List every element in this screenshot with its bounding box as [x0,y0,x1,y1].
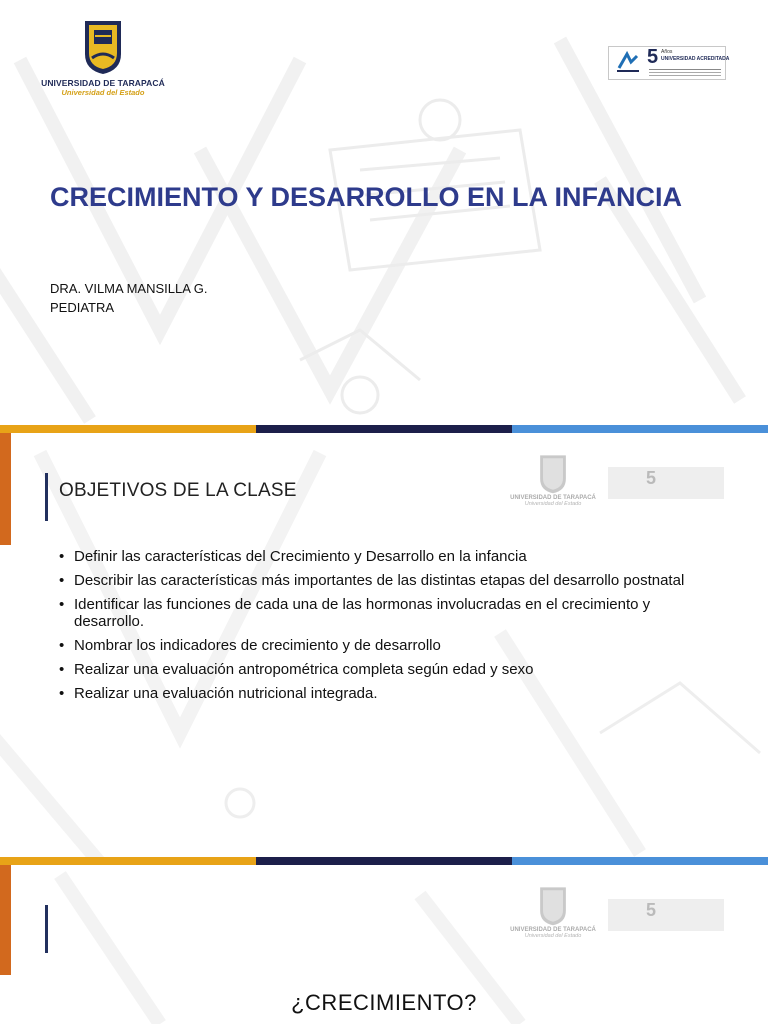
objective-text: Realizar una evaluación nutricional integrada. [74,685,378,702]
university-crest-icon [538,885,568,927]
color-stripe [0,857,768,865]
accent-bar [0,865,11,975]
university-subtitle-faded: Universidad del Estado [524,933,582,939]
university-subtitle-faded: Universidad del Estado [524,501,582,507]
accreditation-years-faded: 5 [646,468,657,488]
bullet: • [59,637,65,654]
university-name-faded: UNIVERSIDAD DE TARAPACÁ [510,927,596,933]
accreditation-badge-faded [608,467,724,499]
list-item [58,685,698,702]
objective-text: Nombrar los indicadores de crecimiento y de desarrollo [74,637,441,654]
accreditation-badge-faded [608,899,724,931]
author-name: DRA. VILMA MANSILLA G. [50,281,208,296]
author-role: PEDIATRA [50,300,115,315]
accreditation-years-label: Años [661,49,673,55]
bullet: • [59,596,65,613]
university-crest-icon [538,453,568,495]
list-item [58,548,698,565]
objective-text: Definir las características del Crecimiento y Desarrollo en la infancia [74,548,527,565]
university-subtitle: Universidad del Estado [61,88,145,97]
university-logo [38,18,168,97]
university-name: UNIVERSIDAD DE TARAPACÁ [41,78,165,88]
objective-text: Describir las características más importantes de las distintas etapas del desarrollo postnatal [74,572,685,589]
list-item [58,596,698,630]
list-item [58,661,698,678]
bullet: • [59,572,65,589]
list-item [58,637,698,654]
university-crest-icon [82,18,124,76]
accreditation-years-faded: 5 [646,900,657,920]
title-slide [0,0,768,425]
heading-marker [45,905,48,953]
accreditation-years: 5 [647,46,659,68]
heading-marker [45,473,48,521]
university-name-faded: UNIVERSIDAD DE TARAPACÁ [510,495,596,501]
slide-title: ¿CRECIMIENTO? [291,990,477,1015]
accreditation-badge [608,46,730,80]
objective-text: Identificar las funciones de cada una de las hormonas involucradas en el crecimiento y desarrollo. [74,596,651,630]
list-item [58,572,698,589]
bullet: • [59,548,65,565]
university-logo-faded [508,453,598,507]
section-heading: OBJETIVOS DE LA CLASE [59,480,297,501]
objective-text: Realizar una evaluación antropométrica completa según edad y sexo [74,661,534,678]
accreditation-logo-icon [613,48,643,78]
accent-bar [0,433,11,545]
presentation-title: CRECIMIENTO Y DESARROLLO EN LA INFANCIA [50,182,683,212]
author-block [50,279,208,317]
accreditation-label: UNIVERSIDAD ACREDITADA [661,56,730,62]
bullet: • [59,685,65,702]
university-logo-faded [508,885,598,939]
color-stripe [0,425,768,433]
bullet: • [59,661,65,678]
accreditation-detail-lines [649,69,721,76]
objectives-list [58,548,698,709]
